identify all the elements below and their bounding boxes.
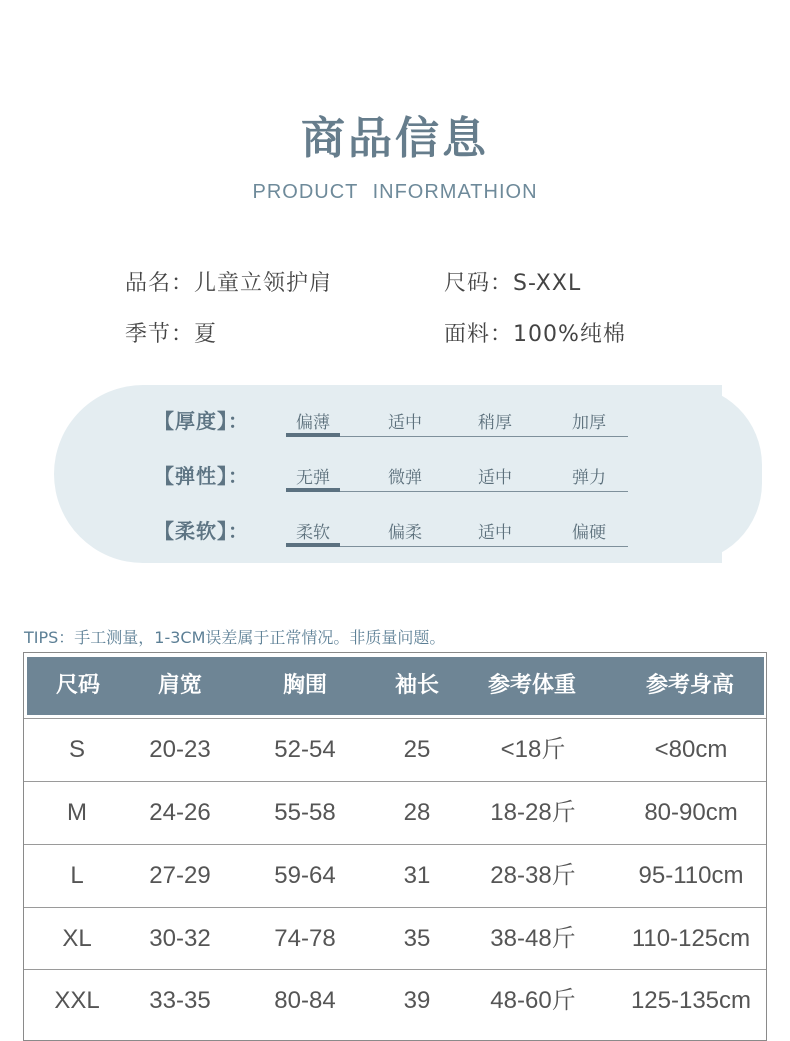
- table-row: [24, 782, 766, 844]
- info-product-name: 品名：儿童立领护肩: [125, 271, 333, 296]
- attr-label-thickness: 【厚度】：: [154, 409, 249, 433]
- table-cell: 30-32: [149, 925, 211, 952]
- table-cell: 110-125cm: [631, 925, 751, 952]
- table-header-cell: 参考身高: [645, 673, 734, 698]
- table-cell: XL: [62, 925, 92, 952]
- attr-option: 偏硬: [572, 523, 606, 543]
- table-row: [24, 719, 766, 781]
- info-season: 季节：夏: [125, 322, 218, 347]
- table-cell: <80cm: [654, 736, 728, 763]
- table-cell: 33-35: [149, 987, 211, 1014]
- attr-label-elasticity: 【弹性】：: [154, 464, 249, 488]
- table-cell: 52-54: [274, 736, 336, 763]
- attr-option: 微弹: [388, 468, 422, 488]
- table-cell: 80-90cm: [644, 799, 738, 826]
- info-size-range: 尺码：S-XXL: [444, 271, 582, 296]
- size-table-header: [27, 657, 764, 715]
- table-cell: 95-110cm: [638, 862, 744, 889]
- table-cell: 31: [403, 862, 431, 889]
- table-cell: 80-84: [274, 987, 336, 1014]
- table-cell: S: [68, 736, 85, 763]
- table-cell: 28: [403, 799, 431, 826]
- table-cell: 27-29: [149, 862, 211, 889]
- table-cell: 38-48斤: [490, 925, 576, 952]
- table-cell: 18-28斤: [490, 799, 576, 826]
- table-row: [24, 970, 766, 1032]
- table-cell: 39: [403, 987, 431, 1014]
- table-cell: M: [67, 799, 87, 826]
- attr-option: 偏薄: [296, 413, 330, 433]
- info-fabric: 面料：100%纯棉: [444, 322, 626, 347]
- attr-option: 适中: [478, 468, 512, 488]
- table-cell: <18斤: [500, 736, 566, 763]
- table-cell: 59-64: [274, 862, 336, 889]
- tips-note: TIPS：手工测量，1-3CM误差属于正常情况。非质量问题。: [24, 628, 446, 647]
- attr-selected-marker: [286, 543, 340, 547]
- table-cell: 24-26: [149, 799, 211, 826]
- table-cell: 125-135cm: [630, 987, 752, 1014]
- table-cell: L: [70, 862, 84, 889]
- table-cell: 20-23: [149, 736, 211, 763]
- page-subtitle: PRODUCT INFORMATHION: [252, 181, 538, 203]
- attr-option: 偏柔: [388, 523, 422, 543]
- table-cell: 74-78: [274, 925, 336, 952]
- table-cell: 25: [403, 736, 431, 763]
- table-header-cell: 胸围: [282, 673, 327, 698]
- table-cell: 28-38斤: [490, 862, 576, 889]
- attr-option: 适中: [388, 413, 422, 433]
- attr-option: 无弹: [296, 468, 330, 488]
- table-cell: 48-60斤: [490, 987, 576, 1014]
- attr-label-softness: 【柔软】：: [154, 519, 249, 543]
- table-header-cell: 袖长: [394, 673, 439, 698]
- table-cell: XXL: [54, 987, 100, 1014]
- page-title: 商品信息: [301, 113, 489, 164]
- table-cell: 55-58: [274, 799, 336, 826]
- table-row: [24, 845, 766, 907]
- attr-option: 适中: [478, 523, 512, 543]
- attr-option: 稍厚: [478, 413, 512, 433]
- table-row: [24, 908, 766, 970]
- table-header-cell: 肩宽: [157, 673, 202, 698]
- attr-selected-marker: [286, 488, 340, 492]
- attr-option: 加厚: [572, 413, 606, 433]
- attr-option: 柔软: [296, 523, 330, 543]
- table-header-cell: 参考体重: [487, 673, 576, 698]
- attr-selected-marker: [286, 433, 340, 437]
- table-cell: 35: [403, 925, 431, 952]
- table-header-cell: 尺码: [55, 673, 100, 698]
- attr-option: 弹力: [572, 468, 606, 488]
